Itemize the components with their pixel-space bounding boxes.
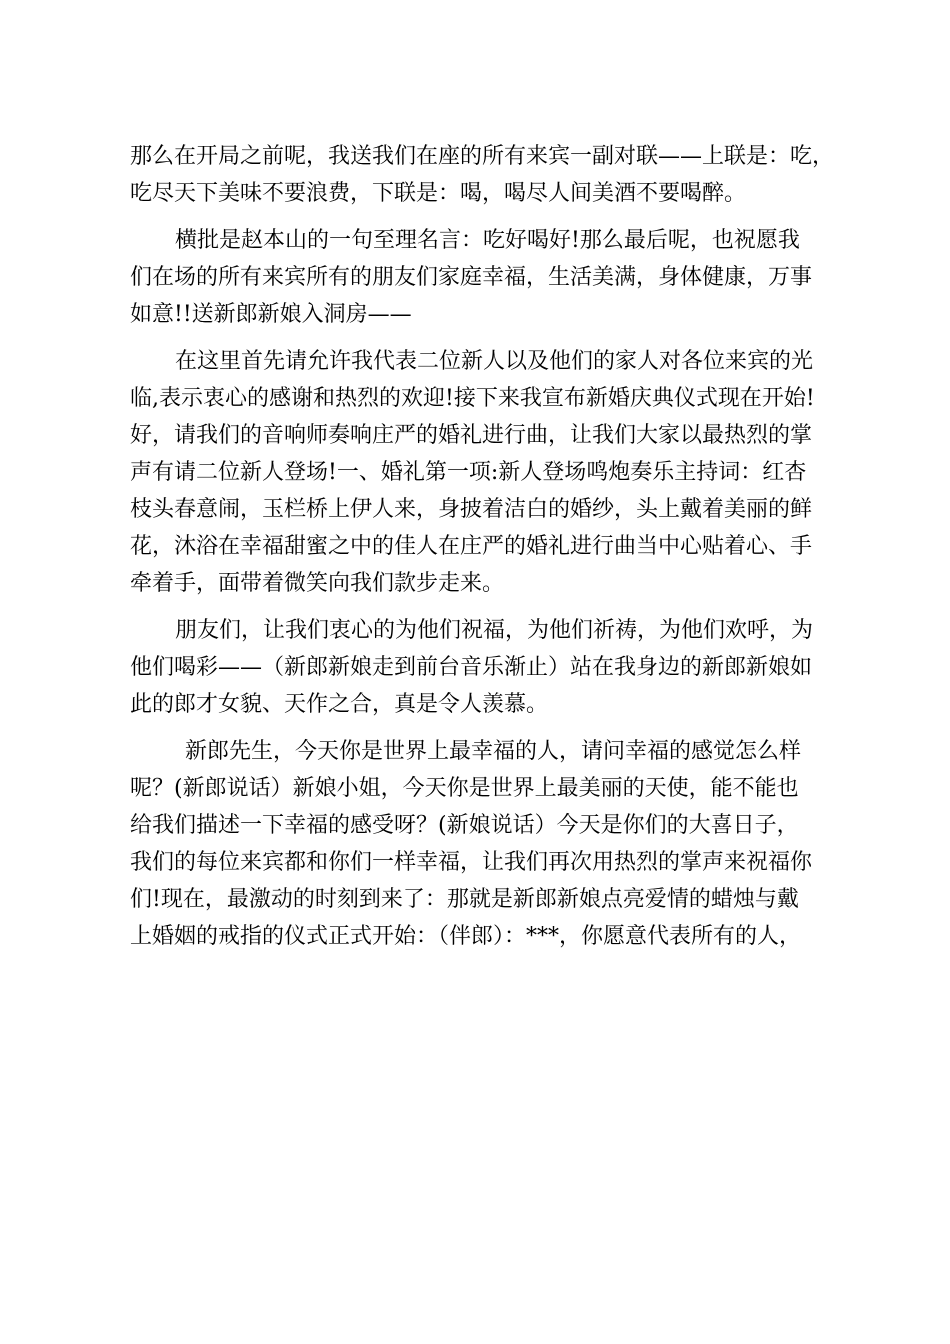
text-line: 他们喝彩——（新郎新娘走到前台音乐渐止）站在我身边的新郎新娘如 [130,655,813,680]
text-line: 枝头春意闹，玉栏桥上伊人来，身披着洁白的婚纱，头上戴着美丽的鲜 [130,497,813,522]
text-line: 花，沐浴在幸福甜蜜之中的佳人在庄严的婚礼进行曲当中心贴着心、手 [130,534,813,559]
text-line: 朋友们，让我们衷心的为他们祝福，为他们祈祷，为他们欢呼，为 [175,618,814,643]
text-line: 我们的每位来宾都和你们一样幸福，让我们再次用热烈的掌声来祝福你 [130,850,813,875]
text-line: 牵着手，面带着微笑向我们款步走来。 [130,571,505,596]
text-line: 们在场的所有来宾所有的朋友们家庭幸福，生活美满，身体健康，万事 [130,265,813,290]
text-line: 呢？(新郎说话）新娘小姐，今天你是世界上最美丽的天使，能不能也 [130,776,799,801]
text-line: 吃尽天下美味不要浪费，下联是：喝，喝尽人间美酒不要喝醉。 [130,181,747,206]
text-line: 给我们描述一下幸福的感受呀？(新娘说话）今天是你们的大喜日子， [130,813,799,838]
text-line: 那么在开局之前呢，我送我们在座的所有来宾一副对联——上联是：吃， [130,144,835,169]
text-line: 此的郎才女貌、天作之合，真是令人羡慕。 [130,692,549,717]
text-line: 好，请我们的音响师奏响庄严的婚礼进行曲，让我们大家以最热烈的掌 [130,423,813,448]
text-line: 横批是赵本山的一句至理名言：吃好喝好!那么最后呢，也祝愿我 [175,228,800,253]
text-line: 在这里首先请允许我代表二位新人以及他们的家人对各位来宾的光 [175,349,814,374]
document-body [130,138,835,955]
text-line: 上婚姻的戒指的仪式正式开始：（伴郎）：***，你愿意代表所有的人， [130,924,802,949]
text-line: 新郎先生，今天你是世界上最幸福的人，请问幸福的感觉怎么样 [185,739,802,764]
text-line: 们!现在，最激动的时刻到来了：那就是新郎新娘点亮爱情的蜡烛与戴 [130,887,799,912]
text-line: 如意!!送新郎新娘入洞房—— [130,302,412,327]
text-line: 临,表示衷心的感谢和热烈的欢迎!接下来我宣布新婚庆典仪式现在开始! [130,386,815,411]
text-line: 声有请二位新人登场!一、婚礼第一项:新人登场鸣炮奏乐主持词：红杏 [130,460,807,485]
